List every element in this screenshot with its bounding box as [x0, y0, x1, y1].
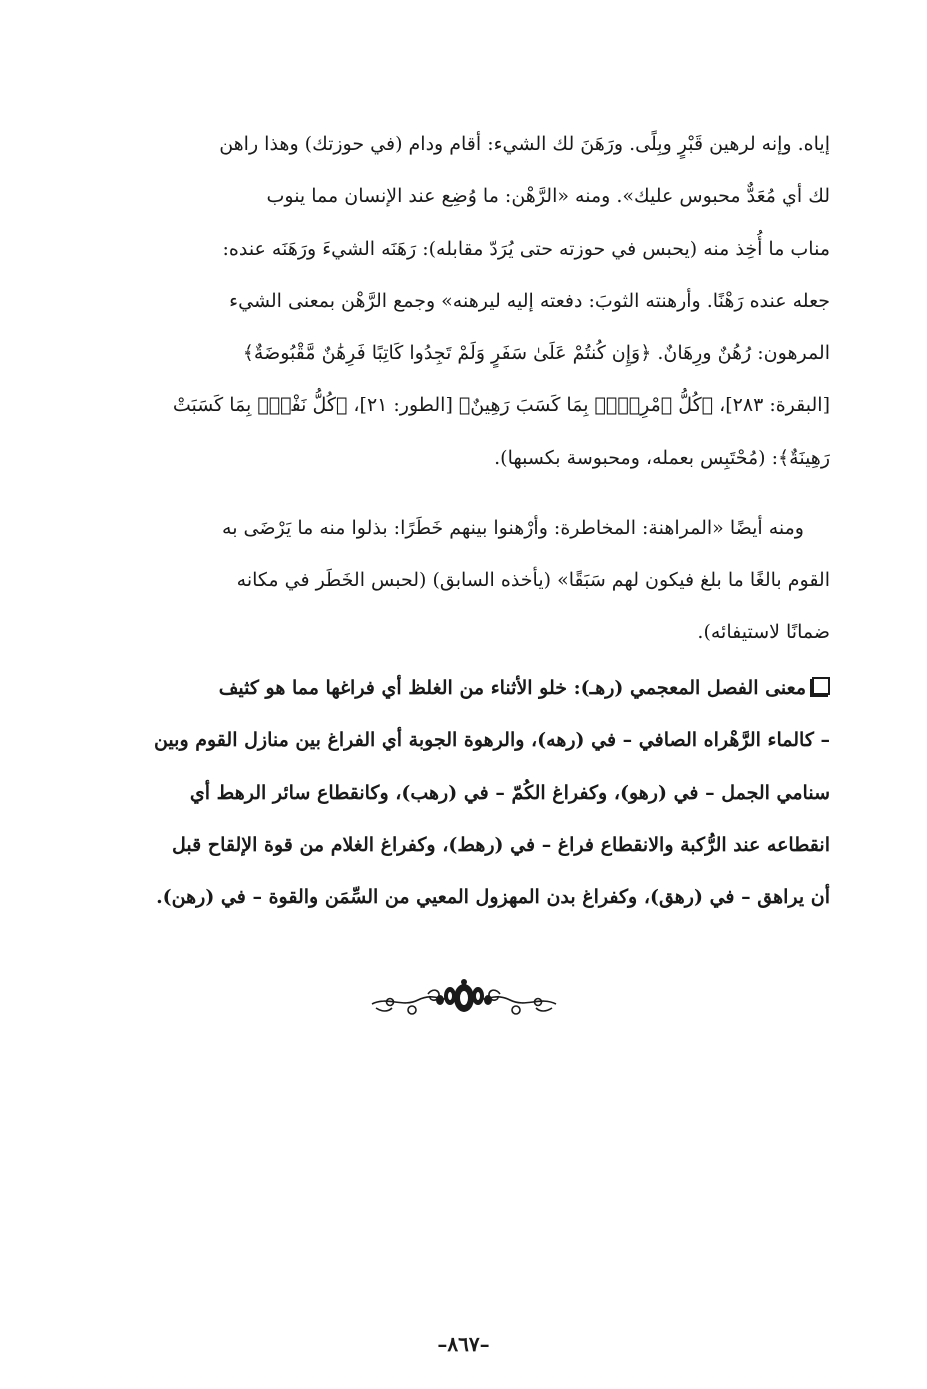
- text-line: ومنه أيضًا «المراهنة: المخاطرة: وأرْهنوا بينهم خَطَرًا: بذلوا منه ما يَرْضَى به: [222, 517, 804, 539]
- text-line: رَهِينَةٌ﴾: (مُحْتَبِس بعمله، ومحبوسة بكسبها).: [494, 446, 830, 469]
- section-heading-line: [118, 662, 830, 714]
- paragraph-3: [118, 662, 830, 923]
- section-heading-text: معنى الفصل المعجمي (رهـ): خلو الأثناء من الغلظ أي فراغها مما هو كثيف: [218, 677, 806, 699]
- text-line: – كالماء الرَّهْراه الصافي – في (رهه)، والرهوة الجوبة أي الفراغ بين منازل القوم وبين: [153, 729, 830, 752]
- text-line: إياه. وإنه لرهين قَبْرٍ وبِلًى. ورَهَنَ لك الشيء: أقام ودام (في حوزتك) وهذا راهن: [219, 133, 830, 155]
- text-line: القوم بالغًا ما بلغ فيكون لهم سَبَقًا» (يأخذه السابق) (لحبس الخَطَر في مكانه: [236, 569, 830, 591]
- page-number: –٨٦٧–: [437, 1332, 490, 1356]
- text-line: [البقرة: ٢٨٣]، ﴿كُلُّ ٱمْرِيِٕۭ بِمَا كَسَبَ رَهِينٌ﴾ [الطور: ٢١]، ﴿كُلُّ نَفْسٍۭ بِمَا كَسَبَتْ: [172, 394, 830, 417]
- text-line: لك أي مُعَدٌّ محبوس عليك». ومنه «الرَّهْن: ما وُضِع عند الإنسان مما ينوب: [266, 185, 830, 208]
- floral-ornament-icon: [368, 978, 560, 1018]
- square-box-icon: [812, 677, 830, 695]
- paragraph-2: [118, 502, 830, 658]
- text-line: ضمانًا لاستيفائه).: [697, 621, 830, 643]
- text-line: انقطاعه عند الرُّكبة والانقطاع فراغ – في (رهط)، وكفراغ الغلام من قوة الإلقاح قبل: [171, 833, 830, 856]
- paragraph-1: [118, 118, 830, 484]
- text-line: أن يراهق – في (رهق)، وكفراغ بدن المهزول المعيي من السِّمَن والقوة – في (رهن).: [156, 886, 830, 909]
- text-line: سنامي الجمل – في (رهو)، وكفراغ الكُمّ – في (رهب)، وكانقطاع سائر الرهط أي: [189, 781, 830, 804]
- text-line: المرهون: رُهُنٌ ورِهَانٌ. ﴿وَإِن كُنتُمْ عَلَىٰ سَفَرٍ وَلَمْ تَجِدُوا كَاتِبًا فَرِهَٰنٌ مَّقْبُوضَةٌ﴾: [242, 342, 830, 365]
- text-line: مناب ما أُخِذ منه (يحبس في حوزته حتى يُرَدّ مقابله): رَهَنَه الشيءَ ورَهَنَه عنده:: [222, 237, 830, 260]
- text-line: جعله عنده رَهْنًا. وأرهنته الثوبَ: دفعته إليه ليرهنه» وجمع الرَّهْن بمعنى الشيء: [229, 289, 830, 312]
